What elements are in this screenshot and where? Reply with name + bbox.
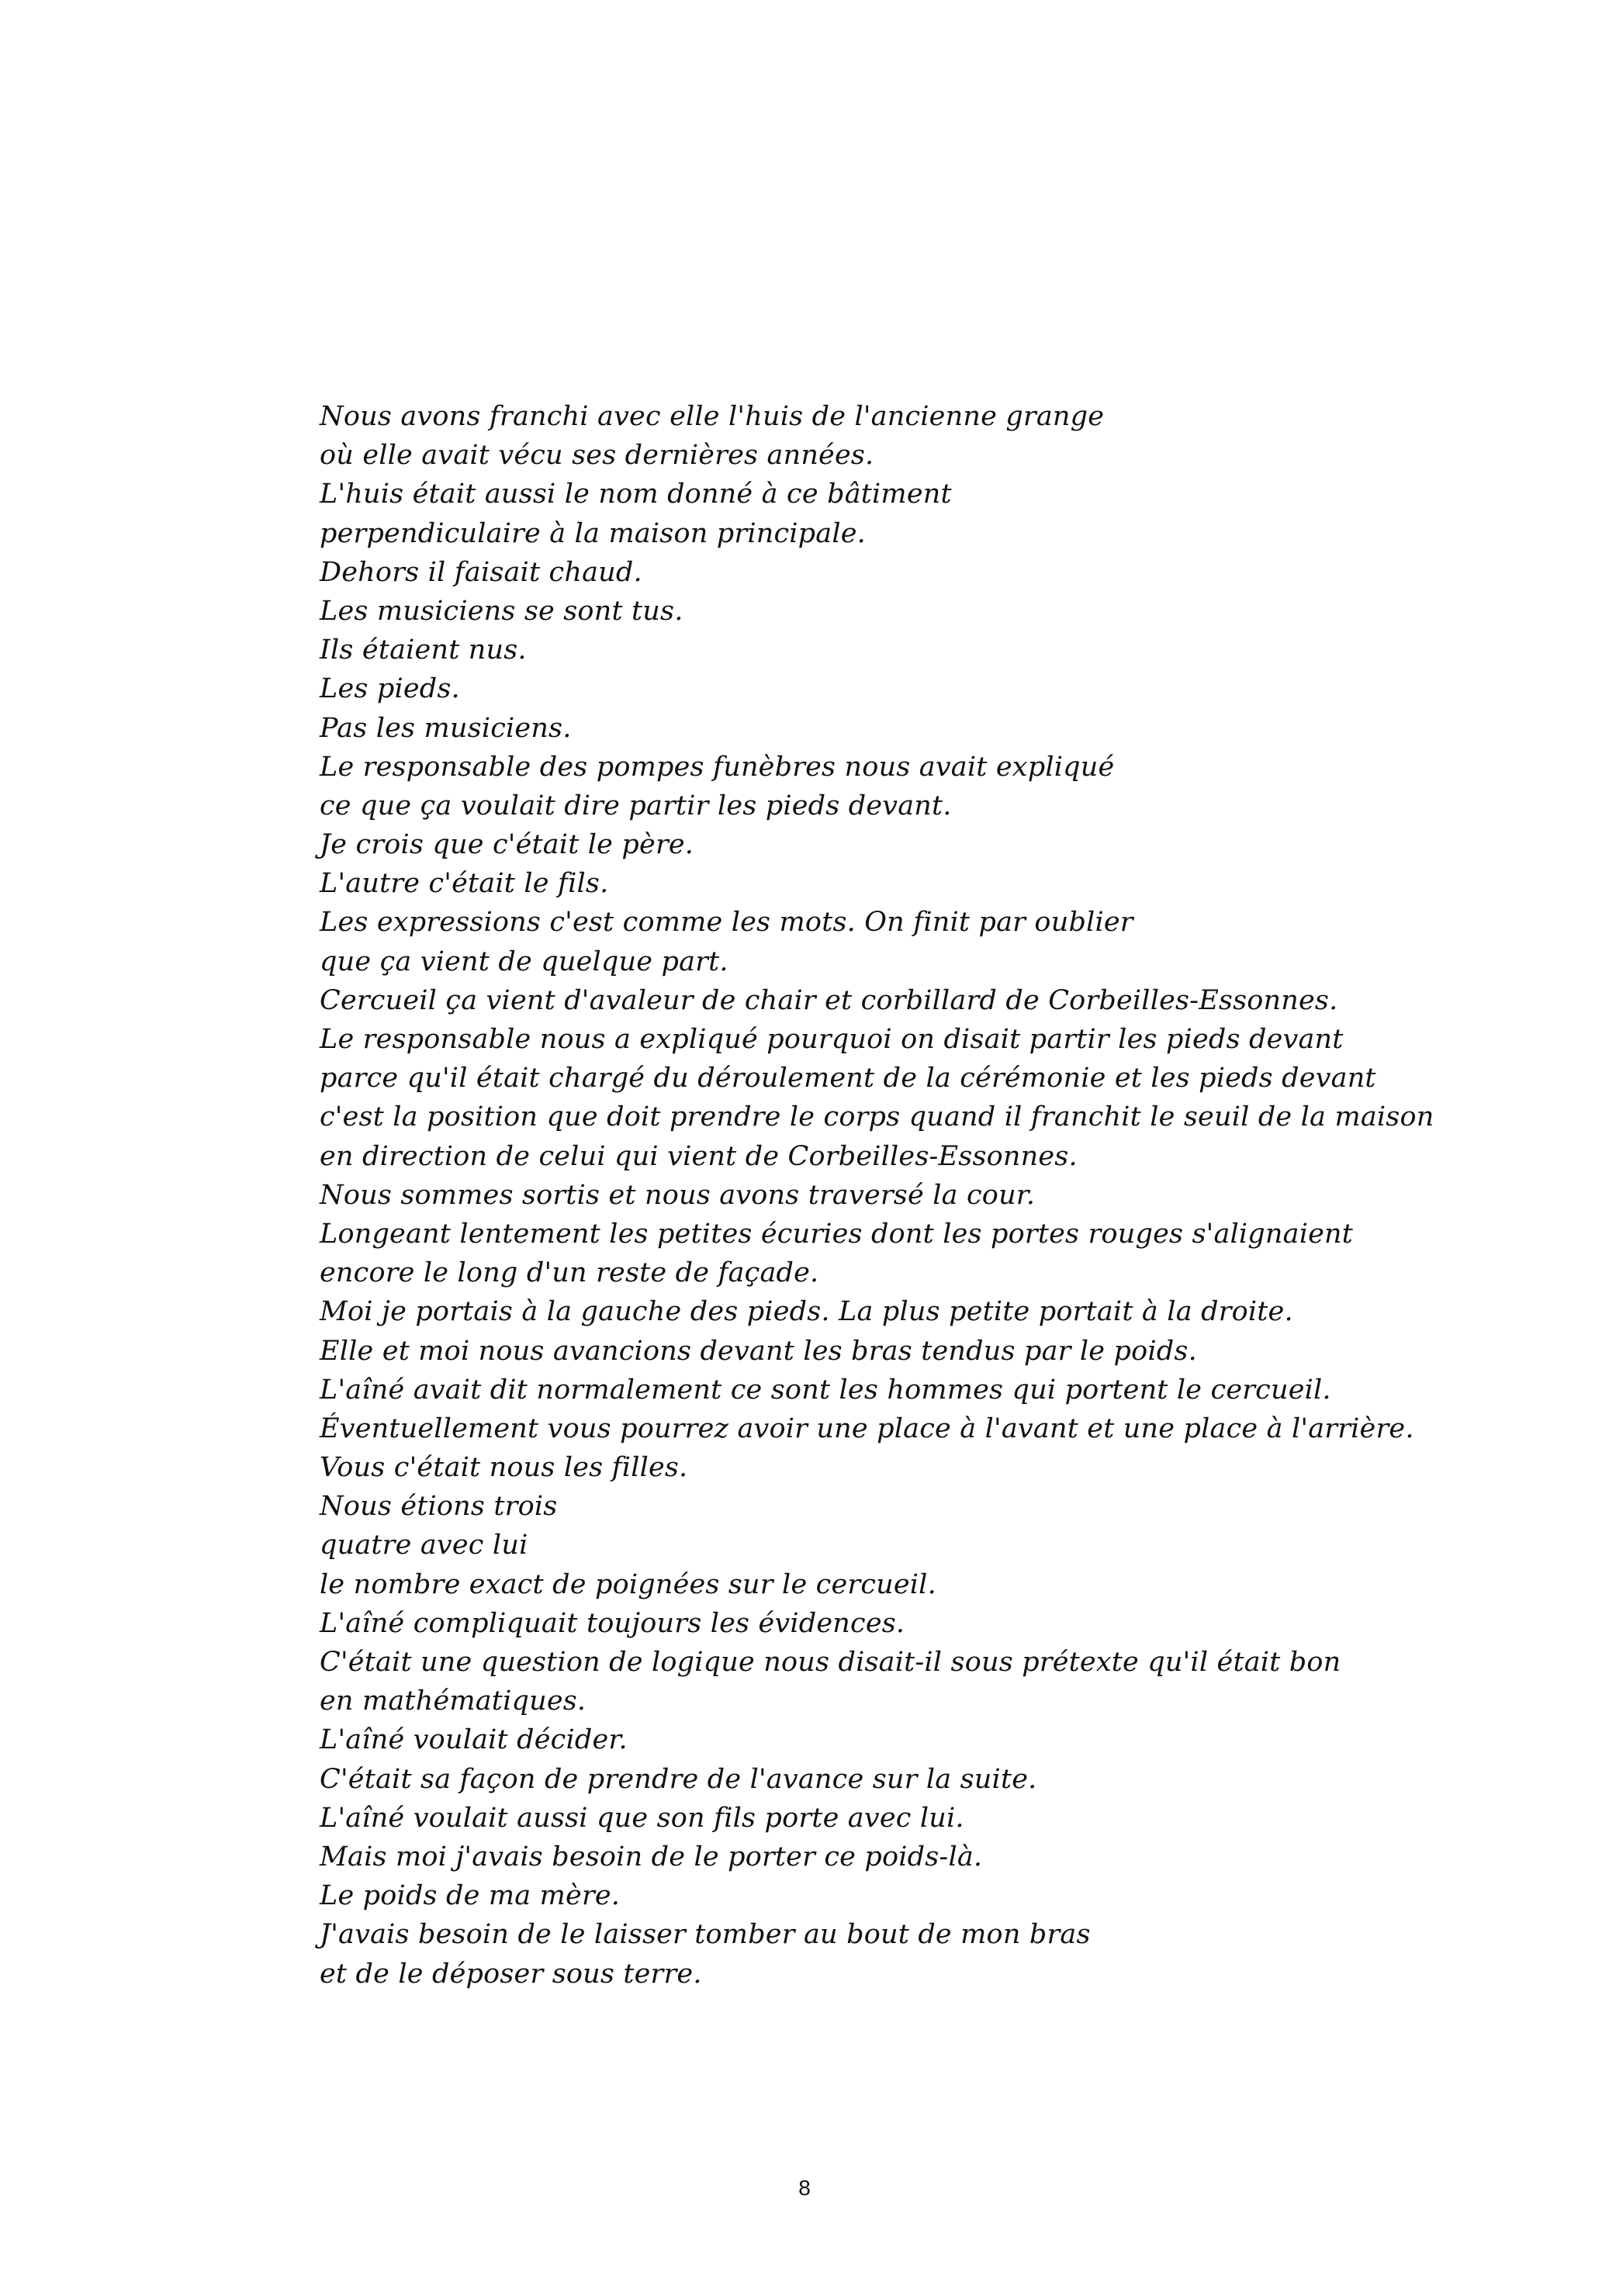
text-line: Nous sommes sortis et nous avons traversé la cour.: [320, 1179, 1036, 1211]
text-line: Le responsable des pompes funèbres nous avait expliqué: [320, 751, 1115, 783]
poem-text: [320, 397, 1592, 1993]
text-line: Le responsable nous a expliqué pourquoi on disait partir les pieds devant: [320, 1024, 1344, 1055]
text-line: que ça vient de quelque part.: [320, 946, 728, 977]
text-line: et de le déposer sous terre.: [320, 1958, 702, 1990]
text-line: Je crois que c'était le père.: [320, 829, 694, 861]
text-line: Nous étions trois: [320, 1491, 558, 1523]
text-line: Les expressions c'est comme les mots. On finit par oublier: [320, 907, 1133, 939]
text-line: le nombre exact de poignées sur le cercueil.: [320, 1568, 936, 1600]
text-line: Moi je portais à la gauche des pieds. La plus petite portait à la droite.: [320, 1296, 1293, 1328]
text-line: Dehors il faisait chaud.: [320, 556, 642, 588]
text-line: perpendiculaire à la maison principale.: [320, 517, 866, 549]
text-line: où elle avait vécu ses dernières années.: [320, 440, 874, 472]
text-line: encore le long d'un reste de façade.: [320, 1257, 819, 1289]
text-line: en direction de celui qui vient de Corbeilles-Essonnes.: [320, 1140, 1078, 1172]
text-line: Nous avons franchi avec elle l'huis de l'ancienne grange: [320, 401, 1105, 432]
text-line: L'aîné voulait aussi que son fils porte avec lui.: [320, 1802, 964, 1834]
text-line: Éventuellement vous pourrez avoir une place à l'avant et une place à l'arrière.: [320, 1413, 1414, 1444]
text-line: quatre avec lui: [320, 1530, 528, 1561]
text-line: Ils étaient nus.: [320, 635, 527, 666]
text-line: Vous c'était nous les filles.: [320, 1452, 688, 1484]
page-number: 8: [798, 2176, 811, 2200]
text-line: ce que ça voulait dire partir les pieds devant.: [320, 790, 952, 821]
text-line: L'aîné avait dit normalement ce sont les hommes qui portent le cercueil.: [320, 1374, 1331, 1406]
text-line: Le poids de ma mère.: [320, 1880, 621, 1912]
text-line: C'était une question de logique nous disait-il sous prétexte qu'il était bon: [320, 1647, 1341, 1678]
text-line: Cercueil ça vient d'avaleur de chair et corbillard de Corbeilles-Essonnes.: [320, 984, 1338, 1016]
text-line: Les musiciens se sont tus.: [320, 595, 683, 627]
text-line: parce qu'il était chargé du déroulement de la cérémonie et les pieds devant: [320, 1063, 1376, 1094]
text-line: Elle et moi nous avancions devant les bras tendus par le poids.: [320, 1335, 1197, 1367]
text-line: L'autre c'était le fils.: [320, 868, 609, 900]
text-line: en mathématiques.: [320, 1686, 587, 1717]
text-line: L'aîné voulait décider.: [320, 1724, 628, 1756]
text-line: Mais moi j'avais besoin de le porter ce poids-là.: [320, 1841, 983, 1872]
text-line: Les pieds.: [320, 673, 460, 705]
text-line: Pas les musiciens.: [320, 712, 572, 744]
text-line: L'huis était aussi le nom donné à ce bâtiment: [320, 479, 952, 510]
text-line: C'était sa façon de prendre de l'avance sur la suite.: [320, 1763, 1037, 1795]
text-line: Longeant lentement les petites écuries dont les portes rouges s'alignaient: [320, 1218, 1354, 1250]
text-line: L'aîné compliquait toujours les évidences.: [320, 1607, 905, 1639]
text-line: c'est la position que doit prendre le corps quand il franchit le seuil de la maison: [320, 1101, 1434, 1133]
text-line: J'avais besoin de le laisser tomber au bout de mon bras: [320, 1919, 1091, 1951]
